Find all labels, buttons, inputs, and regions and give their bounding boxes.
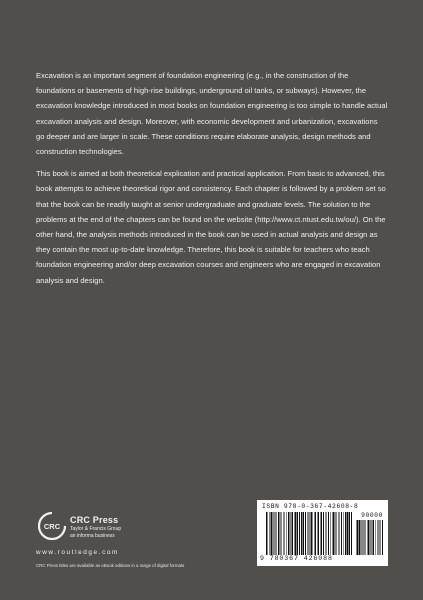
price-code: 90000 xyxy=(361,512,383,519)
barcode-bar xyxy=(281,512,282,555)
barcode-bar xyxy=(351,512,352,555)
publisher-business: an informa business xyxy=(70,532,115,539)
barcode-bar xyxy=(288,512,289,555)
barcode-bar xyxy=(315,512,317,555)
barcode-bar xyxy=(313,512,314,555)
barcode-bar xyxy=(297,512,299,555)
barcode-bar xyxy=(372,520,373,555)
barcode-bar xyxy=(303,512,304,555)
barcode-bar xyxy=(327,512,328,555)
barcode-bar xyxy=(283,512,284,555)
barcode-bar xyxy=(284,512,285,555)
barcode-bar xyxy=(292,512,294,555)
barcode-bar xyxy=(339,512,340,555)
barcode-bar xyxy=(364,520,365,555)
barcode-bar xyxy=(349,512,350,555)
barcode-bar xyxy=(356,520,357,555)
barcode-bar xyxy=(375,520,376,555)
barcode-bar xyxy=(331,512,332,555)
publisher-website[interactable]: www.routledge.com xyxy=(36,549,119,556)
barcode-bar xyxy=(377,520,378,555)
barcode-bar xyxy=(269,512,270,555)
barcode-bar xyxy=(382,520,383,555)
barcode-bar xyxy=(321,512,323,555)
barcode-bar xyxy=(370,520,371,555)
barcode-bar xyxy=(366,520,367,555)
barcode-bar xyxy=(362,520,363,555)
publisher-group: Taylor & Francis Group xyxy=(70,526,122,532)
barcode-bar xyxy=(266,512,268,555)
barcode-bar xyxy=(308,512,309,555)
barcode-bar xyxy=(295,512,296,555)
barcode-bar xyxy=(294,512,295,555)
barcode-bar xyxy=(318,512,320,555)
barcode-digits: 9 780367 426088 xyxy=(260,555,333,562)
crc-press-logo-icon xyxy=(38,512,66,540)
publisher-text xyxy=(70,515,121,539)
barcode-bar xyxy=(373,520,374,555)
logo-mark-text: CRC xyxy=(43,522,61,531)
barcode-bar xyxy=(378,520,379,555)
barcode-bar xyxy=(305,512,306,555)
barcode-bar xyxy=(367,520,368,555)
barcode-bar xyxy=(328,512,329,555)
barcode-bar xyxy=(271,512,273,555)
barcode-bar xyxy=(276,512,277,555)
barcode-bar xyxy=(286,512,287,555)
barcode-bar xyxy=(357,520,359,555)
barcode-bar xyxy=(301,512,303,555)
barcode-bar xyxy=(311,512,313,555)
description-paragraph-2: This book is aimed at both theoretical explication and practical application. From basic to advanced, this book attempts to achieve theoretical rigor and consistency. Each chapter is followed by a problem set so that the book can be readily taught at senior undergraduate and graduate levels. The solution to the problems at the end of the chapters can be found on the website (http://www.ct.ntust.edu.tw/ou/). On the other hand, the analysis methods introduced in the book can be used in actual analysis and design as they contain the most up-to-date knowledge. Therefore, this book is suitable for teachers who teach foundation engineering and/or deep excavation courses and engineers who are engaged in excavation analysis and design. xyxy=(36,169,386,285)
barcode-bar xyxy=(299,512,300,555)
barcode-bar xyxy=(359,520,361,555)
barcode-bar xyxy=(341,512,342,555)
barcode-bar xyxy=(337,512,338,555)
barcode-bar xyxy=(323,512,324,555)
description-paragraph-1: Excavation is an important segment of foundation engineering (e.g., in the construction of the foundations or basements of high-rise buildings, underground oil tanks, or subways). However, the excavation knowledge introduced in most books on foundation engineering is too simple to handle actual excavation analysis and design. Moreover, with economic development and urbanization, excavations go deeper and are larger in scale. These conditions require elaborate analysis, design methods and construction technologies. xyxy=(36,71,388,157)
barcode-bar xyxy=(380,520,381,555)
cover-description xyxy=(36,68,388,295)
barcode-bar xyxy=(273,512,274,555)
barcode-bar xyxy=(335,512,336,555)
barcode-bar xyxy=(347,512,349,555)
barcode-bar xyxy=(326,512,327,555)
isbn-number: ISBN 978-0-367-42608-8 xyxy=(262,503,359,510)
barcode-bar xyxy=(368,520,370,555)
barcode-bar xyxy=(278,512,279,555)
barcode-bar xyxy=(290,512,291,555)
barcode-main-bars xyxy=(266,512,352,555)
publisher-name: CRC Press xyxy=(70,515,119,525)
isbn-barcode xyxy=(257,500,388,566)
barcode-bar xyxy=(310,512,311,555)
barcode-bar xyxy=(333,512,335,555)
barcode-bar xyxy=(280,512,281,555)
barcode-bar xyxy=(345,512,347,555)
barcode-bar xyxy=(343,512,344,555)
barcode-addon-bars xyxy=(356,520,383,555)
ebook-footnote: CRC Press titles are available as eBook editions in a range of digital formats xyxy=(36,563,185,568)
barcode-bar xyxy=(275,512,276,555)
